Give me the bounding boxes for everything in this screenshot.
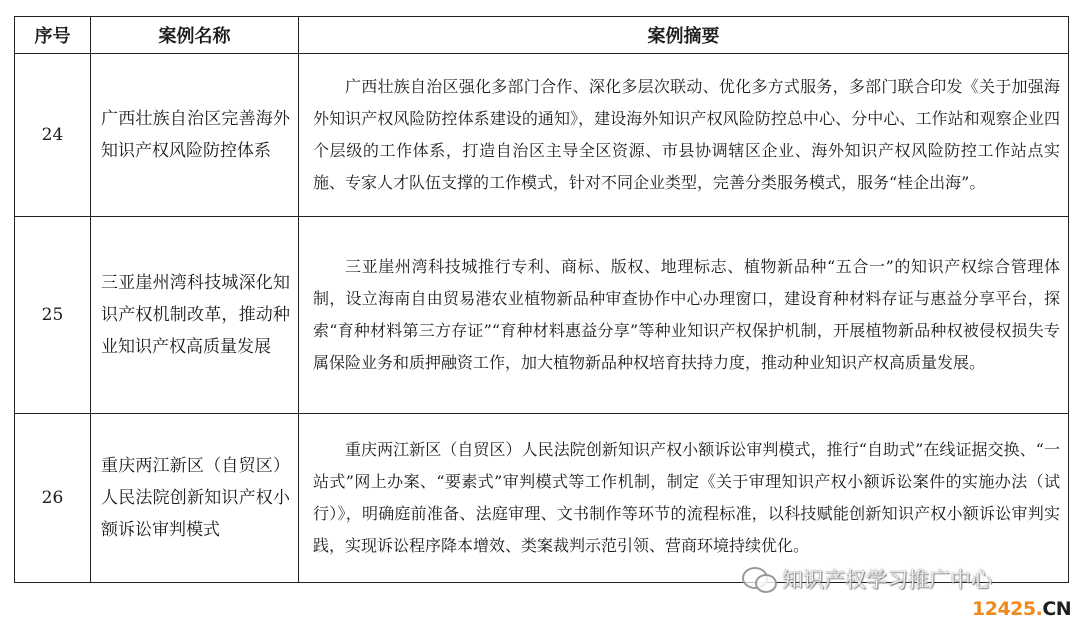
row-summary: 重庆两江新区（自贸区）人民法院创新知识产权小额诉讼审判模式，推行“自助式”在线证据交换、“一站式”网上办案、“要素式”审判模式等工作机制，制定《关于审理知识产权小额诉讼案件的实施办法（试行）》，明确庭前准备、法庭审理、文书制作等环节的流程标准，以科技赋能创新知识产权小额诉讼审判实践，实现诉讼程序降本增效、类案裁判示范引领、营商环境持续优化。 — [299, 414, 1069, 583]
row-name: 重庆两江新区（自贸区）人民法院创新知识产权小额诉讼审判模式 — [91, 414, 299, 583]
row-name: 三亚崖州湾科技城深化知识产权机制改革，推动种业知识产权高质量发展 — [91, 217, 299, 414]
table-row — [15, 414, 1069, 583]
row-summary: 广西壮族自治区强化多部门合作、深化多层次联动、优化多方式服务，多部门联合印发《关于加强海外知识产权风险防控体系建设的通知》，建设海外知识产权风险防控总中心、分中心、工作站和观察企业四个层级的工作体系，打造自治区主导全区资源、市县协调辖区企业、海外知识产权风险防控工作站点实施、专家人才队伍支撑的工作模式，针对不同企业类型，完善分类服务模式，服务“桂企出海”。 — [299, 54, 1069, 217]
row-num: 24 — [15, 54, 91, 217]
site-logo-dot: . — [1035, 598, 1043, 620]
header-num: 序号 — [15, 17, 91, 54]
table-row — [15, 54, 1069, 217]
header-summary: 案例摘要 — [299, 17, 1069, 54]
header-row — [15, 17, 1069, 54]
case-table — [14, 16, 1069, 583]
header-name: 案例名称 — [91, 17, 299, 54]
site-logo-digits: 12425 — [972, 598, 1036, 620]
row-name: 广西壮族自治区完善海外知识产权风险防控体系 — [91, 54, 299, 217]
watermark-text: 知识产权学习推广中心 — [782, 568, 992, 592]
table-row — [15, 217, 1069, 414]
row-num: 25 — [15, 217, 91, 414]
row-num: 26 — [15, 414, 91, 583]
site-logo — [972, 598, 1071, 620]
row-summary: 三亚崖州湾科技城推行专利、商标、版权、地理标志、植物新品种“五合一”的知识产权综合管理体制，设立海南自由贸易港农业植物新品种审查协作中心办理窗口，建设育种材料存证与惠益分享平台，探索“育种材料第三方存证”“育种材料惠益分享”等种业知识产权保护机制，开展植物新品种权被侵权损失专属保险业务和质押融资工作，加大植物新品种权培育扶持力度，推动种业知识产权高质量发展。 — [299, 217, 1069, 414]
site-logo-tld: CN — [1042, 598, 1072, 620]
